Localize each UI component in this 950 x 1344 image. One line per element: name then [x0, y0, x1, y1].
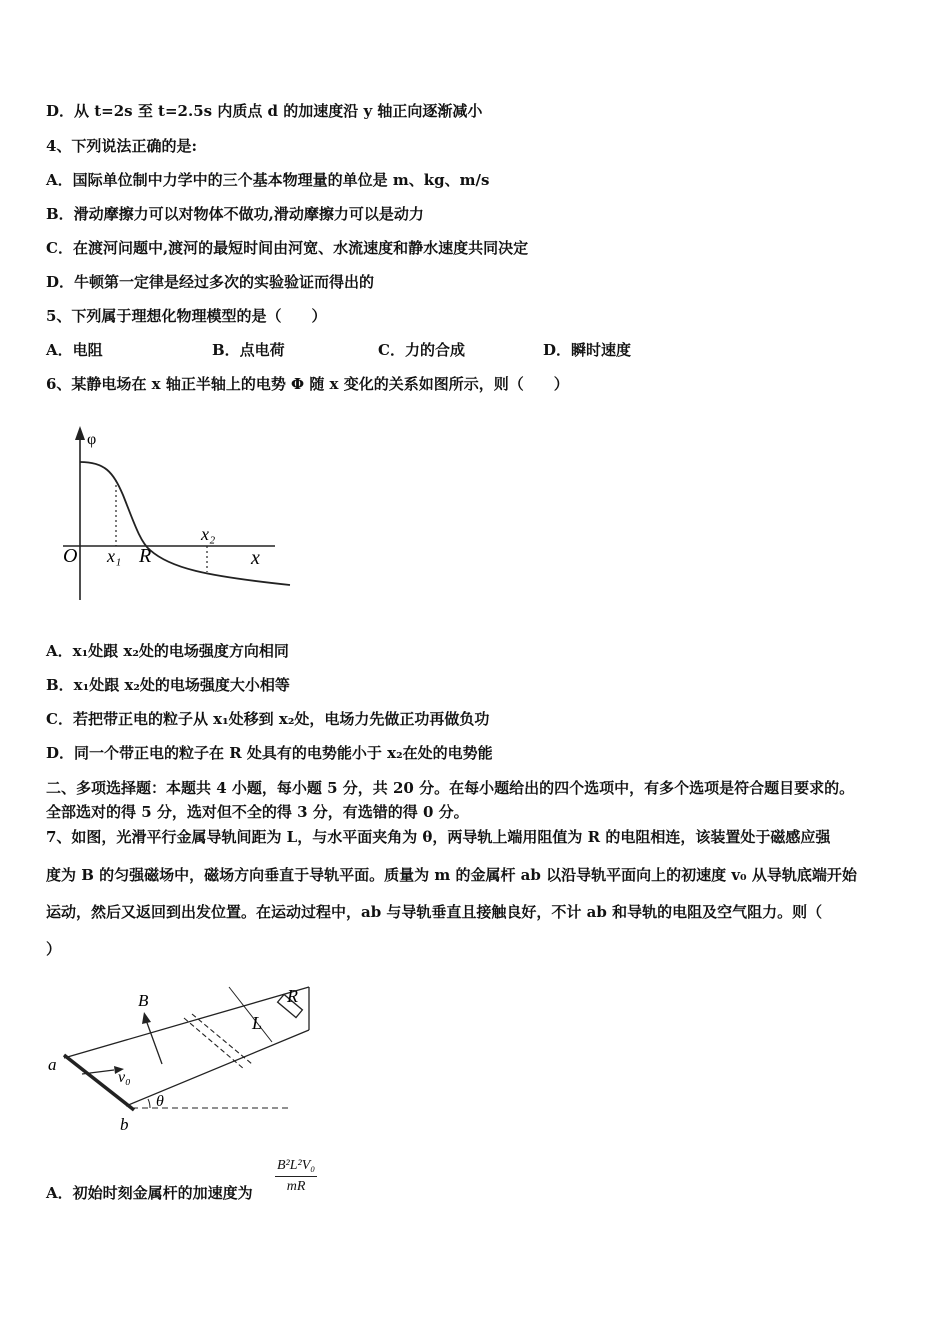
q4-stem: 4、下列说法正确的是:	[46, 137, 197, 155]
section-2-heading-line2: 全部选对的得 5 分，选对但不全的得 3 分，有选错的得 0 分。	[46, 803, 469, 821]
q4-option-b: B．滑动摩擦力可以对物体不做功,滑动摩擦力可以是动力	[46, 205, 424, 223]
q5-option-d: D．瞬时速度	[543, 341, 632, 359]
q6-stem: 6、某静电场在 x 轴正半轴上的电势 Φ 随 x 变化的关系如图所示，则（ ）	[46, 375, 569, 393]
rod-end-b-label: b	[120, 1115, 129, 1134]
q7-stem-line1: 7、如图，光滑平行金属导轨间距为 L，与水平面夹角为 θ，两导轨上端用阻值为 R 的电阻相连，该装置处于磁感应强	[46, 828, 831, 846]
q5-option-c: C．力的合成	[378, 341, 465, 359]
incline-angle-label: θ	[156, 1093, 164, 1110]
section-2-heading-line1: 二、多项选择题：本题共 4 小题，每小题 5 分，共 20 分。在每小题给出的四个选项中，有多个选项是符合题目要求的。	[46, 779, 855, 797]
magnetic-field-label: B	[138, 991, 149, 1010]
rail-spacing-label: L	[252, 1013, 263, 1033]
r-label: R	[139, 545, 152, 567]
q7-option-a: A．初始时刻金属杆的加速度为	[46, 1184, 253, 1202]
acceleration-fraction	[275, 1158, 317, 1195]
q6-option-a: A．x₁处跟 x₂处的电场强度方向相同	[46, 642, 289, 660]
q7-stem-line2: 度为 B 的匀强磁场中，磁场方向垂直于导轨平面。质量为 m 的金属杆 ab 以沿导轨平面向上的初速度 v₀ 从导轨底端开始	[46, 866, 857, 884]
q5-stem: 5、下列属于理想化物理模型的是（ ）	[46, 307, 327, 325]
q6-option-c: C．若把带正电的粒子从 x₁处移到 x₂处，电场力先做正功再做负功	[46, 710, 490, 728]
q5-option-b: B．点电荷	[212, 341, 285, 359]
resistor-label: R	[287, 986, 298, 1006]
origin-label: O	[63, 545, 78, 567]
q4-option-c: C．在渡河问题中,渡河的最短时间由河宽、水流速度和静水速度共同决定	[46, 239, 529, 257]
x2-label: x₂	[201, 524, 216, 544]
fraction-numerator: B²L²V₀	[275, 1158, 317, 1177]
q4-option-d: D．牛顿第一定律是经过多次的实验验证而得出的	[46, 273, 375, 291]
rod-end-a-label: a	[48, 1055, 57, 1074]
inclined-rail-diagram	[44, 982, 344, 1137]
x-axis-label: x	[251, 547, 260, 569]
q3-option-d: D．从 t=2s 至 t=2.5s 内质点 d 的加速度沿 y 轴正向逐渐减小	[46, 102, 483, 120]
initial-velocity-label: v₀	[118, 1069, 131, 1086]
phi-label: φ	[87, 431, 97, 448]
x1-label: x₁	[107, 546, 122, 566]
fraction-denominator: mR	[286, 1179, 306, 1194]
q6-option-d: D．同一个带正电的粒子在 R 处具有的电势能小于 x₂在处的电势能	[46, 744, 493, 762]
potential-graph	[55, 420, 305, 605]
q4-option-a: A．国际单位制中力学中的三个基本物理量的单位是 m、kg、m/s	[46, 171, 490, 189]
q6-option-b: B．x₁处跟 x₂处的电场强度大小相等	[46, 676, 290, 694]
q7-stem-line4: ）	[46, 940, 62, 958]
q5-option-a: A．电阻	[46, 341, 103, 359]
q7-stem-line3: 运动，然后又返回到出发位置。在运动过程中，ab 与导轨垂直且接触良好，不计 ab 和导轨的电阻及空气阻力。则（	[46, 903, 823, 921]
